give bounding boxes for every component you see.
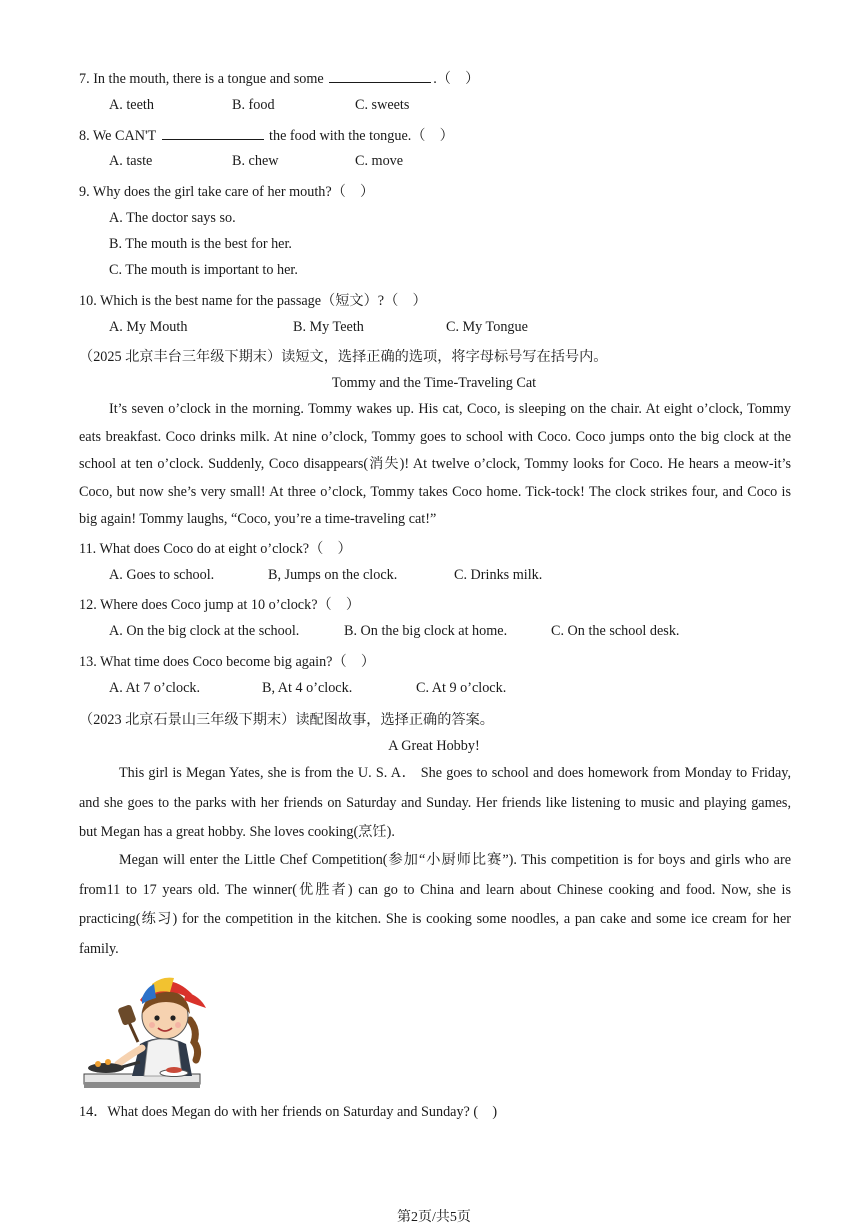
story-paragraph-2: Megan will enter the Little Chef Competition(参加“小厨师比赛”). This competition is for boys and girls who are from11 to 17 years old. The winner(优胜者) can go to China and learn about Chinese cooking and food. Now, she is practicing(练习) for the competition in the kitchen. She is cooking some noodles, a pan cake and some ice cream for her family.	[79, 852, 791, 957]
option-b: B. The mouth is the best for her.	[109, 236, 292, 252]
option-b: B. On the big clock at home.	[344, 623, 508, 639]
question-7	[79, 68, 479, 88]
story-paragraph-1: This girl is Megan Yates, she is from the U. S. A． She goes to school and does homework from Monday to Friday, and she goes to the parks with her friends on Saturday and Sunday. Her friends like listening to music and playing games, but Megan has a great hobby. She loves cooking(烹饪).	[79, 765, 791, 840]
passage-text: It’s seven o’clock in the morning. Tommy wakes up. His cat, Coco, is sleeping on the chair. At eight o’clock, Tommy eats breakfast. Coco drinks milk. At nine o’clock, Tommy goes to school with Coco. Coco jumps onto the big clock at the school at ten o’clock. Suddenly, Coco disappears(消失)! At twelve o’clock, Tommy looks for Coco. He hears a meow-it’s Coco, but now she’s very small! At three o’clock, Tommy takes Coco home. Tick-tock! The clock strikes four, and Coco is big again! Tommy laughs, “Coco, you’re a time-traveling cat!”	[79, 401, 791, 527]
option-c: C. On the school desk.	[551, 623, 680, 639]
option-c: C. The mouth is important to her.	[109, 262, 298, 278]
question-10: 10. Which is the best name for the passage（短文）?（ ）	[79, 293, 427, 309]
girl-cooking-illustration	[82, 962, 217, 1090]
answer-blank	[162, 127, 264, 140]
question-7-stem-a: 7. In the mouth, there is a tongue and some	[79, 71, 328, 87]
option-c: C. Drinks milk.	[454, 567, 543, 583]
question-12: 12. Where does Coco jump at 10 o’clock?（ ）	[79, 597, 361, 613]
option-a: A. My Mouth	[109, 319, 188, 335]
option-a: A. The doctor says so.	[109, 210, 236, 226]
question-11: 11. What does Coco do at eight o’clock?（ ）	[79, 541, 352, 557]
option-b: B. My Teeth	[293, 319, 364, 335]
section-instruction: （2025 北京丰台三年级下期末）读短文，选择正确的选项，将字母标号写在括号内。	[79, 349, 608, 365]
option-a: A. On the big clock at the school.	[109, 623, 300, 639]
question-8-stem-a: 8. We CAN'T	[79, 128, 160, 144]
option-c: C. At 9 o’clock.	[416, 680, 507, 696]
option-a: A. At 7 o’clock.	[109, 680, 201, 696]
option-b: B. food	[232, 97, 275, 113]
story-title: A Great Hobby!	[388, 738, 480, 754]
option-c: C. My Tongue	[446, 319, 528, 335]
question-14: 14．What does Megan do with her friends on Saturday and Sunday? ( )	[79, 1104, 498, 1120]
question-8-stem-b: the food with the tongue.（ ）	[265, 128, 454, 144]
option-c: C. sweets	[355, 97, 410, 113]
option-b: B, Jumps on the clock.	[268, 567, 398, 583]
option-a: A. teeth	[109, 97, 154, 113]
option-b: B, At 4 o’clock.	[262, 680, 353, 696]
option-a: A. Goes to school.	[109, 567, 215, 583]
question-8	[79, 125, 454, 145]
passage-title: Tommy and the Time-Traveling Cat	[331, 375, 537, 391]
section-instruction: （2023 北京石景山三年级下期末）读配图故事，选择正确的答案。	[79, 712, 494, 728]
option-a: A. taste	[109, 153, 153, 169]
question-7-stem-b: .（ ）	[433, 71, 480, 87]
page-number: 第2页/共5页	[397, 1210, 471, 1225]
question-9: 9. Why does the girl take care of her mouth?（ ）	[79, 184, 375, 200]
question-13: 13. What time does Coco become big again?（ ）	[79, 654, 376, 670]
option-c: C. move	[355, 153, 404, 169]
answer-blank	[329, 70, 431, 83]
option-b: B. chew	[232, 153, 279, 169]
